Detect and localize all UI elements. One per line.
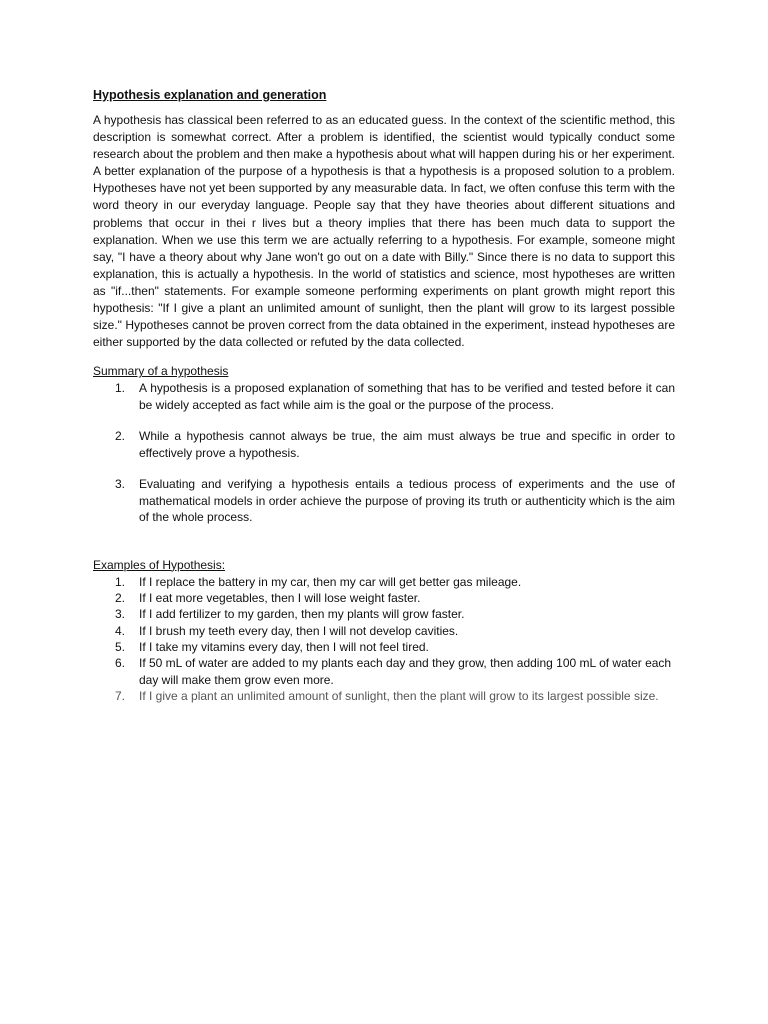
summary-item-text: While a hypothesis cannot always be true, the aim must always be true and specific in order to effectively prove a hypothesis. [139, 429, 675, 460]
example-item-text: If I replace the battery in my car, then my car will get better gas mileage. [139, 574, 522, 589]
example-item-number: 6. [115, 656, 126, 671]
examples-heading: Examples of Hypothesis: [93, 557, 226, 572]
example-item [93, 623, 675, 639]
example-item [93, 688, 675, 704]
explanation-paragraph: A hypothesis has classical been referred to as an educated guess. In the context of the scientific method, this description is somewhat correct. After a problem is identified, the scientist would typically conduct some research about the problem and then make a hypothesis about what will happen during his or her experiment. A better explanation of the purpose of a hypothesis is that a hypothesis is a proposed solution to a problem. Hypotheses have not yet been supported by any measurable data. In fact, we often confuse this term with the word theory in our everyday language. People say that they have theories about different situations and problems that occur in thei r lives but a theory implies that there has been much data to support the explanation. When we use this term we are actually referring to a hypothesis. For example, someone might say, "I have a theory about why Jane won't go out on a date with Billy." Since there is no data to support this explanation, this is actually a hypothesis. In the world of statistics and science, most hypotheses are written as "if...then" statements. For example someone performing experiments on plant growth might report this hypothesis: "If I give a plant an unlimited amount of sunlight, then the plant will grow to its largest possible size." Hypotheses cannot be proven correct from the data obtained in the experiment, instead hypotheses are either supported by the data collected or refuted by the data collected. [93, 113, 675, 350]
document-page [93, 86, 675, 704]
example-item-text: If 50 mL of water are added to my plants each day and they grow, then adding 100 mL of water each day will make them grow even more. [139, 656, 672, 687]
example-item-text: If I give a plant an unlimited amount of sunlight, then the plant will grow to its largest possible size. [139, 688, 659, 703]
summary-item-number: 3. [115, 477, 126, 492]
summary-section [93, 363, 675, 526]
examples-section [93, 557, 675, 704]
summary-heading: Summary of a hypothesis [93, 364, 229, 379]
document-title: Hypothesis explanation and generation [93, 88, 327, 102]
summary-item [93, 476, 675, 526]
example-item-text: If I take my vitamins every day, then I will not feel tired. [139, 640, 429, 654]
summary-item [93, 428, 675, 461]
example-item [93, 655, 675, 688]
summary-item-text: A hypothesis is a proposed explanation of something that has to be verified and tested before it can be widely accepted as fact while aim is the goal or the purpose of the process. [139, 381, 675, 412]
summary-item-number: 2. [115, 429, 126, 444]
example-item [93, 606, 675, 622]
summary-item-text: Evaluating and verifying a hypothesis entails a tedious process of experiments and the use of mathematical models in order achieve the purpose of proving its truth or authenticity which is the aim of the whole process. [139, 477, 675, 525]
example-item-text: If I eat more vegetables, then I will lose weight faster. [139, 591, 421, 606]
example-item-number: 2. [115, 591, 126, 606]
example-item-number: 3. [115, 607, 126, 622]
example-item-number: 4. [115, 623, 126, 638]
summary-item [93, 380, 675, 413]
summary-item-number: 1. [115, 381, 126, 396]
example-item [93, 639, 675, 655]
example-item-number: 5. [115, 640, 126, 654]
example-item-number: 1. [115, 574, 126, 589]
example-item-text: If I brush my teeth every day, then I will not develop cavities. [139, 623, 459, 638]
summary-list [93, 380, 675, 526]
example-item [93, 590, 675, 606]
example-item-number: 7. [115, 688, 126, 703]
example-item-text: If I add fertilizer to my garden, then my plants will grow faster. [139, 607, 465, 622]
examples-list [93, 574, 675, 704]
example-item [93, 574, 675, 590]
